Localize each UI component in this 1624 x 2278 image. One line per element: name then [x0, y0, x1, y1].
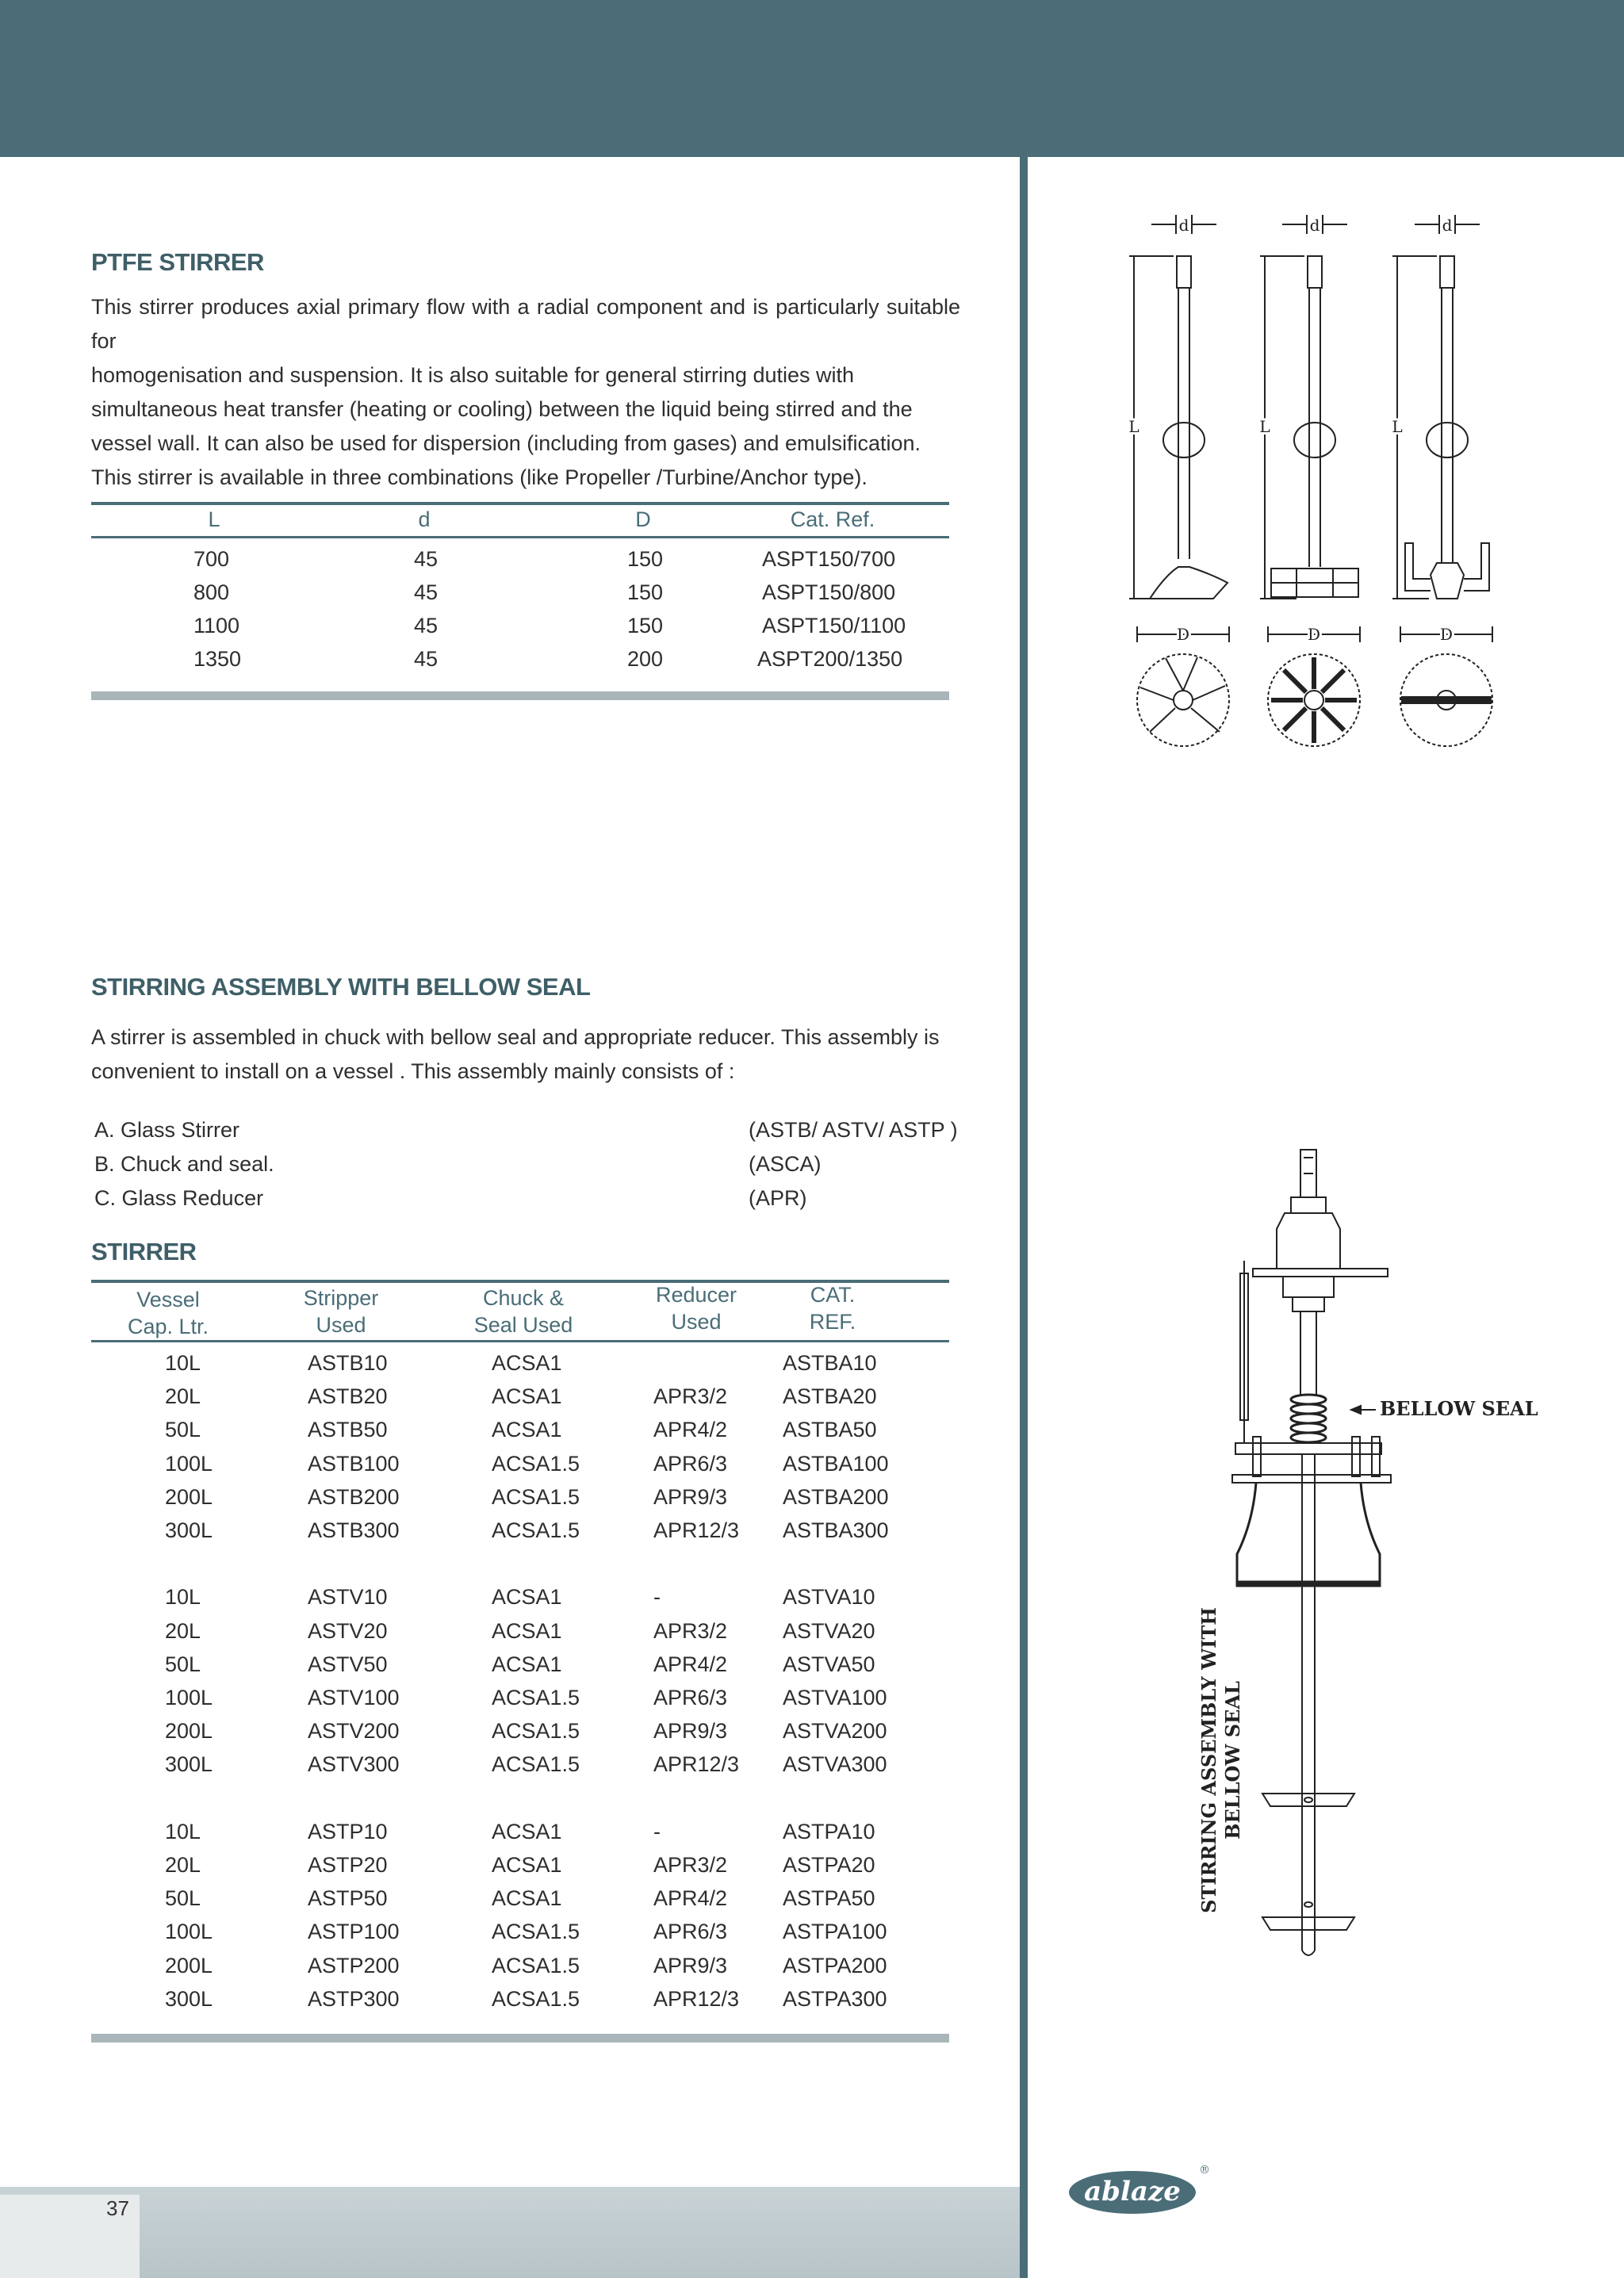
stirrer-cell: 20L [165, 1384, 201, 1408]
ptfe-cell: ASPT150/1100 [762, 614, 906, 637]
anchor-stirrer-drawing [1392, 215, 1492, 746]
ptfe-cell: 150 [627, 580, 664, 604]
ptfe-cell: 200 [627, 647, 664, 671]
stirrer-cell: 50L [165, 1418, 201, 1441]
stirrer-cell: ASTVA10 [783, 1585, 875, 1609]
ptfe-cell: 45 [414, 614, 439, 637]
stirrer-cell: ASTV20 [308, 1619, 388, 1643]
ptfe-cell: ASPT200/1350 [757, 647, 903, 671]
stirrer-cell: ACSA1 [492, 1652, 562, 1676]
logo-text: ablaze [1084, 2176, 1181, 2207]
stirrer-cell: ASTBA10 [783, 1351, 877, 1375]
ptfe-cell: ASPT150/800 [762, 580, 896, 604]
stirrer-cell: ASTB200 [308, 1485, 400, 1509]
stirrer-cell: ASTVA300 [783, 1752, 887, 1776]
ptfe-line: This stirrer produces axial primary flow with a radial component and is particularly suitable for [91, 295, 960, 353]
stirrer-cell: ACSA1 [492, 1820, 562, 1843]
stirrer-cell: ASTBA100 [783, 1452, 889, 1476]
stirrer-header-vessel: Vessel Cap. Ltr. [127, 1288, 209, 1338]
stirrer-cell: 20L [165, 1853, 201, 1877]
stirrer-cell: 100L [165, 1452, 213, 1476]
ptfe-header-D: D [635, 507, 651, 531]
stirrer-table-header-rule [91, 1340, 949, 1342]
stirrer-cell: 200L [165, 1954, 213, 1977]
stirrer-cell: APR9/3 [653, 1485, 728, 1509]
stirrer-cell: ACSA1 [492, 1886, 562, 1910]
component-ref: (ASTB/ ASTV/ ASTP ) [749, 1118, 958, 1142]
ptfe-stirrer-diagram [1118, 202, 1570, 749]
stirrer-cell: ACSA1.5 [492, 1987, 580, 2011]
stirrer-cell: ASTP200 [308, 1954, 400, 1977]
stirrer-cell: - [653, 1585, 661, 1609]
stirrer-cell: ASTB100 [308, 1452, 400, 1476]
stirrer-cell: APR4/2 [653, 1418, 728, 1441]
stirrer-cell: ASTPA100 [783, 1920, 887, 1943]
stirrer-cell: 10L [165, 1585, 201, 1609]
stirrer-cell: ASTP100 [308, 1920, 400, 1943]
ptfe-cell: 45 [414, 547, 439, 571]
stirrer-cell: 20L [165, 1619, 201, 1643]
stirrer-cell: APR4/2 [653, 1652, 728, 1676]
stirrer-cell: 200L [165, 1719, 213, 1743]
svg-text:L: L [1259, 417, 1270, 436]
stirrer-cell: ASTV300 [308, 1752, 400, 1776]
bellow-seal-callout: BELLOW SEAL [1380, 1397, 1538, 1420]
stirrer-header-stripper: Stripper Used [303, 1286, 379, 1337]
stirrer-cell: ACSA1.5 [492, 1920, 580, 1943]
stirrer-cell: ASTB50 [308, 1418, 388, 1441]
stirrer-cell: APR6/3 [653, 1686, 728, 1709]
component-label: C. Glass Reducer [94, 1186, 264, 1210]
stirrer-cell: 300L [165, 1518, 213, 1542]
ptfe-cell: 1350 [193, 647, 242, 671]
propeller-stirrer-drawing [1128, 215, 1229, 746]
stirrer-cell: ASTPA50 [783, 1886, 875, 1910]
stirrer-cell: ASTP10 [308, 1820, 388, 1843]
stirrer-cell: 50L [165, 1886, 201, 1910]
stirrer-cell: ASTPA300 [783, 1987, 887, 2011]
stirrer-cell: ACSA1.5 [492, 1518, 580, 1542]
ptfe-cell: 800 [193, 580, 230, 604]
stirrer-cell: 100L [165, 1920, 213, 1943]
stirrer-header-reducer: Reducer Used [655, 1283, 737, 1334]
assembly-title: STIRRING ASSEMBLY WITH BELLOW SEAL [91, 973, 591, 1001]
page-number: 37 [106, 2196, 129, 2220]
stirrer-cell: 300L [165, 1987, 213, 2011]
stirrer-cell: APR12/3 [653, 1518, 740, 1542]
ptfe-header-catref: Cat. Ref. [790, 507, 875, 531]
header-band [0, 0, 1624, 157]
assembly-line: A stirrer is assembled in chuck with bellow seal and appropriate reducer. This assembly is [91, 1025, 940, 1049]
component-label: B. Chuck and seal. [94, 1152, 274, 1176]
svg-text:d: d [1309, 216, 1320, 235]
stirrer-cell: ACSA1 [492, 1585, 562, 1609]
stirrer-cell: ASTB300 [308, 1518, 400, 1542]
stirrer-cell: APR3/2 [653, 1853, 728, 1877]
stirrer-cell: ASTVA100 [783, 1686, 887, 1709]
stirrer-cell: APR9/3 [653, 1719, 728, 1743]
stirrer-cell: 200L [165, 1485, 213, 1509]
stirrer-cell: ASTVA50 [783, 1652, 875, 1676]
ptfe-cell: ASPT150/700 [762, 547, 896, 571]
ptfe-table-header-rule [91, 536, 949, 538]
stirrer-cell: 10L [165, 1351, 201, 1375]
stirrer-cell: ASTV200 [308, 1719, 400, 1743]
stirrer-cell: ASTVA200 [783, 1719, 887, 1743]
footer-band [0, 2187, 1020, 2278]
svg-text:D: D [1307, 625, 1321, 644]
ptfe-line: homogenisation and suspension. It is also suitable for general stirring duties with [91, 363, 855, 387]
stirrer-cell: ACSA1 [492, 1418, 562, 1441]
svg-text:L: L [1128, 417, 1139, 436]
stirrer-cell: ASTP20 [308, 1853, 388, 1877]
stirrer-table-bottom-bar [91, 2034, 949, 2043]
stirrer-cell: ASTPA20 [783, 1853, 875, 1877]
svg-text:D: D [1176, 625, 1190, 644]
stirrer-cell: ASTB10 [308, 1351, 388, 1375]
stirrer-cell: 10L [165, 1820, 201, 1843]
ptfe-cell: 150 [627, 547, 664, 571]
stirrer-cell: ASTBA200 [783, 1485, 889, 1509]
stirrer-cell: ACSA1.5 [492, 1752, 580, 1776]
logo-registered-mark: ® [1199, 2164, 1210, 2177]
stirrer-cell: ASTBA20 [783, 1384, 877, 1408]
svg-text:d: d [1442, 216, 1453, 235]
stirrer-cell: ASTP50 [308, 1886, 388, 1910]
assembly-line: convenient to install on a vessel . This assembly mainly consists of : [91, 1059, 735, 1083]
ptfe-table-top-rule [91, 502, 949, 505]
stirrer-cell: ACSA1.5 [492, 1452, 580, 1476]
ptfe-cell: 45 [414, 580, 439, 604]
stirrer-cell: ACSA1.5 [492, 1719, 580, 1743]
ptfe-paragraph [91, 290, 960, 495]
component-ref: (ASCA) [749, 1152, 822, 1176]
svg-text:L: L [1392, 417, 1403, 436]
ptfe-line: simultaneous heat transfer (heating or cooling) between the liquid being stirred and the [91, 397, 913, 421]
ablaze-logo [1067, 2161, 1210, 2216]
stirrer-cell: ACSA1 [492, 1351, 562, 1375]
component-ref: (APR) [749, 1186, 807, 1210]
stirrer-cell: ASTBA300 [783, 1518, 889, 1542]
ptfe-header-L: L [208, 507, 220, 531]
stirrer-cell: ACSA1.5 [492, 1686, 580, 1709]
stirrer-cell: ASTPA200 [783, 1954, 887, 1977]
stirrer-cell: ACSA1 [492, 1384, 562, 1408]
ptfe-header-d: d [418, 507, 431, 531]
stirrer-cell: ASTVA20 [783, 1619, 875, 1643]
stirrer-cell: ACSA1.5 [492, 1485, 580, 1509]
assembly-paragraph [91, 1020, 960, 1089]
ptfe-line: This stirrer is available in three combinations (like Propeller /Turbine/Anchor type). [91, 465, 868, 489]
ptfe-cell: 1100 [193, 614, 240, 637]
stirrer-cell: APR12/3 [653, 1987, 740, 2011]
stirrer-cell: - [653, 1820, 661, 1843]
stirrer-cell: ASTPA10 [783, 1820, 875, 1843]
ptfe-cell: 45 [414, 647, 439, 671]
turbine-stirrer-drawing [1259, 215, 1360, 746]
stirrer-cell: ACSA1 [492, 1619, 562, 1643]
ptfe-line: vessel wall. It can also be used for dispersion (including from gases) and emulsification. [91, 431, 921, 455]
ptfe-table-bottom-bar [91, 691, 949, 700]
ptfe-cell: 700 [193, 547, 230, 571]
assembly-diagram-caption: STIRRING ASSEMBLY WITH BELLOW SEAL [1197, 1607, 1244, 1913]
bellow-seal-assembly-diagram [1221, 1142, 1396, 1966]
stirrer-cell: 100L [165, 1686, 213, 1709]
stirrer-cell: ACSA1.5 [492, 1954, 580, 1977]
stirrer-cell: ASTV10 [308, 1585, 388, 1609]
stirrer-cell: ASTV50 [308, 1652, 388, 1676]
stirrer-cell: APR6/3 [653, 1452, 728, 1476]
stirrer-cell: APR4/2 [653, 1886, 728, 1910]
stirrer-cell: ASTBA50 [783, 1418, 877, 1441]
stirrer-cell: ASTP300 [308, 1987, 400, 2011]
stirrer-cell: APR9/3 [653, 1954, 728, 1977]
stirrer-header-chuck: Chuck & Seal Used [473, 1286, 573, 1337]
stirrer-cell: 50L [165, 1652, 201, 1676]
stirrer-cell: APR3/2 [653, 1619, 728, 1643]
ptfe-title: PTFE STIRRER [91, 248, 264, 276]
stirrer-cell: 300L [165, 1752, 213, 1776]
svg-text:D: D [1439, 625, 1454, 644]
stirrer-title: STIRRER [91, 1238, 197, 1265]
ptfe-cell: 150 [627, 614, 664, 637]
stirrer-cell: APR3/2 [653, 1384, 728, 1408]
svg-text:d: d [1178, 216, 1189, 235]
stirrer-cell: ACSA1 [492, 1853, 562, 1877]
column-divider [1020, 157, 1028, 2278]
stirrer-cell: APR6/3 [653, 1920, 728, 1943]
stirrer-cell: APR12/3 [653, 1752, 740, 1776]
component-label: A. Glass Stirrer [94, 1118, 240, 1142]
stirrer-cell: ASTV100 [308, 1686, 400, 1709]
stirrer-header-catref: CAT. REF. [809, 1283, 856, 1334]
stirrer-cell: ASTB20 [308, 1384, 388, 1408]
